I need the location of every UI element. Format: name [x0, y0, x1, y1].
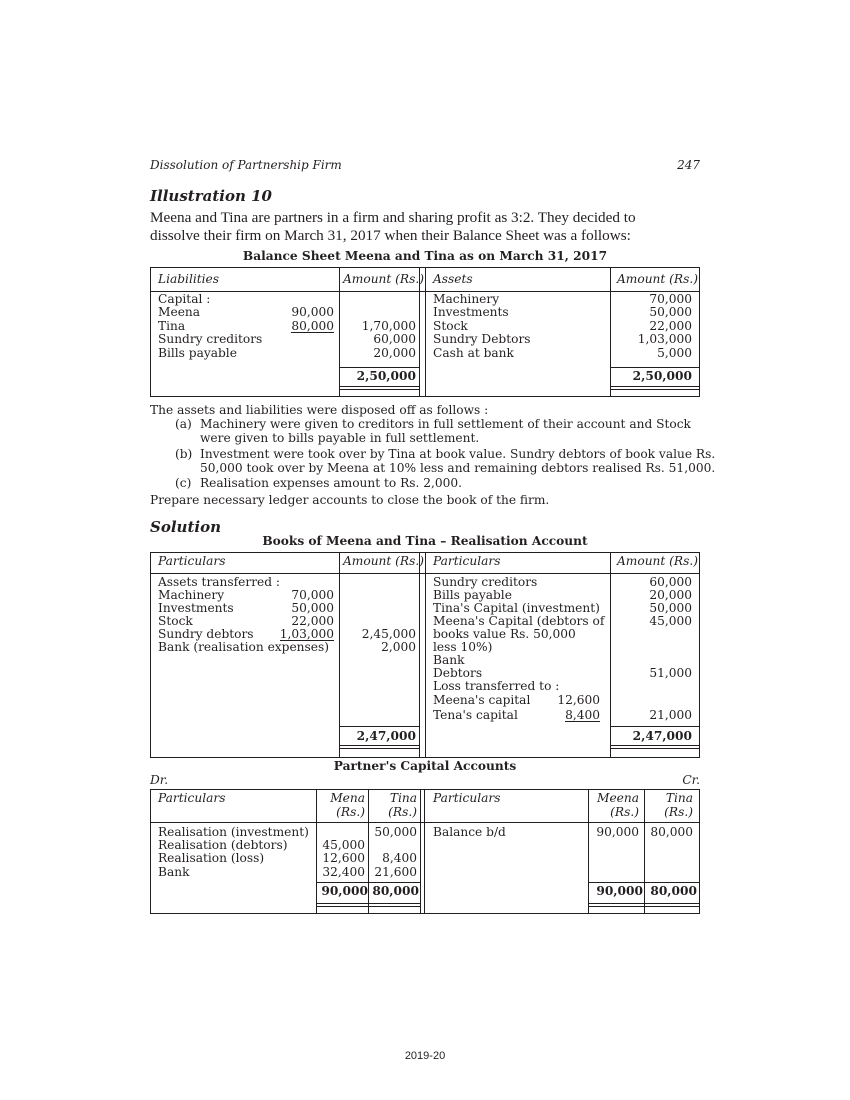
ra-credit-label-5: less 10%) — [433, 640, 493, 654]
realisation-title: Books of Meena and Tina – Realisation Account — [262, 534, 588, 548]
bs-liab-amount-3: 60,000 — [373, 332, 416, 347]
disposal-item-b-line2: 50,000 took over by Meena at 10% less and remaining debtors realised Rs. 51,000. — [200, 461, 716, 475]
bs-liab-sub-2: 80,000 — [291, 318, 334, 333]
ra-credit-label-0: Sundry creditors — [433, 575, 538, 589]
cap-debit-label-3: Bank — [158, 865, 190, 879]
bs-liab-label-3: Sundry creditors — [158, 332, 263, 347]
realisation-table — [150, 552, 700, 758]
disposal-item-b-line1: Investment were took over by Tina at book value. Sundry debtors of book value Rs. — [200, 447, 716, 461]
ra-debit-sub-3: 22,000 — [291, 614, 334, 628]
intro-line-1: Meena and Tina are partners in a firm and sharing profit as 3:2. They decided to — [150, 209, 636, 226]
bs-liab-label-1: Meena — [158, 305, 201, 320]
disposal-item-a-line1: Machinery were given to creditors in full settlement of their account and Stock — [200, 417, 691, 431]
ra-header-amount-left: Amount (Rs.) — [343, 554, 424, 568]
cap-total-right-meena: 90,000 — [596, 884, 643, 898]
disposal-item-a-tag: (a) — [175, 417, 192, 431]
ra-debit-amount-5: 2,000 — [381, 640, 416, 654]
cap-header-particulars-right: Particulars — [433, 791, 501, 805]
disposal-item-a-line2: were given to bills payable in full settlement. — [200, 431, 480, 445]
bs-header-amount-left: Amount (Rs.) — [343, 272, 424, 286]
bs-asset-amount-0: 70,000 — [649, 292, 692, 306]
cap-header-particulars-left: Particulars — [158, 791, 226, 805]
ra-credit-sub-9: 12,600 — [557, 693, 600, 707]
bs-liab-label-4: Bills payable — [158, 345, 237, 360]
bs-asset-amount-1: 50,000 — [649, 305, 692, 320]
cap-header-mena-rs: (Rs.) — [336, 805, 365, 819]
balance-sheet-title: Balance Sheet Meena and Tina as on March 31, 2017 — [242, 249, 608, 263]
disposal-prepare: Prepare necessary ledger accounts to close the book of the firm. — [150, 493, 550, 507]
ra-credit-amount-1: 20,000 — [649, 588, 692, 602]
cap-header-meena: Meena — [596, 791, 639, 805]
ra-header-particulars-right: Particulars — [433, 554, 501, 568]
ra-credit-label-10: Tena's capital — [433, 708, 518, 722]
bs-asset-label-1: Investments — [433, 305, 509, 320]
bs-liab-sub-1: 90,000 — [291, 305, 334, 320]
ra-debit-sub-4: 1,03,000 — [279, 627, 334, 641]
cap-debit-meena-2: 12,600 — [322, 851, 365, 865]
cap-debit-meena-1: 45,000 — [322, 838, 365, 852]
cap-header-tina-left: Tina — [389, 791, 417, 805]
ra-debit-label-5: Bank (realisation expenses) — [158, 640, 329, 654]
ra-debit-sub-2: 50,000 — [291, 601, 334, 615]
ra-credit-label-3: Meena's Capital (debtors of — [433, 614, 605, 628]
disposal-item-c-line1: Realisation expenses amount to Rs. 2,000. — [200, 476, 463, 490]
ra-total-right: 2,47,000 — [632, 729, 692, 743]
illustration-heading: Illustration 10 — [150, 187, 272, 205]
bs-asset-label-0: Machinery — [433, 292, 500, 306]
ra-credit-amount-7: 51,000 — [649, 666, 692, 680]
ra-credit-amount-0: 60,000 — [649, 575, 692, 589]
bs-asset-label-3: Sundry Debtors — [433, 332, 531, 347]
bs-asset-amount-4: 5,000 — [657, 345, 692, 360]
bs-asset-label-2: Stock — [433, 318, 468, 333]
ra-credit-amount-3: 45,000 — [649, 614, 692, 628]
page-number: 247 — [677, 158, 700, 172]
ra-credit-label-1: Bills payable — [433, 588, 512, 602]
cap-debit-tina-0: 50,000 — [374, 825, 417, 839]
cap-header-tina-right-rs: (Rs.) — [664, 805, 693, 819]
ra-credit-label-9: Meena's capital — [433, 693, 531, 707]
disposal-block — [150, 404, 702, 417]
illustration-intro — [150, 209, 702, 245]
bs-header-liabilities: Liabilities — [158, 272, 220, 286]
disposal-intro: The assets and liabilities were disposed off as follows : — [150, 403, 489, 417]
cap-debit-label-1: Realisation (debtors) — [158, 838, 288, 852]
cap-total-right-tina: 80,000 — [650, 884, 697, 898]
ra-header-amount-right: Amount (Rs.) — [617, 554, 698, 568]
bs-liab-label-2: Tina — [158, 318, 186, 333]
ra-credit-amount-2: 50,000 — [649, 601, 692, 615]
cap-credit-label-0: Balance b/d — [433, 825, 506, 839]
cap-header-tina-left-rs: (Rs.) — [388, 805, 417, 819]
bs-liab-amount-4: 20,000 — [373, 345, 416, 360]
bs-asset-amount-2: 22,000 — [649, 318, 692, 333]
cap-total-left-tina: 80,000 — [372, 884, 419, 898]
ra-credit-label-2: Tina's Capital (investment) — [433, 601, 600, 615]
ra-header-particulars-left: Particulars — [158, 554, 226, 568]
ra-credit-sub-10: 8,400 — [565, 708, 600, 722]
ra-credit-label-6: Bank — [433, 653, 465, 667]
intro-line-2: dissolve their firm on March 31, 2017 when their Balance Sheet was a follows: — [150, 227, 631, 244]
bs-liab-amount-2: 1,70,000 — [361, 318, 416, 333]
cap-credit-meena-0: 90,000 — [596, 825, 639, 839]
cap-header-meena-rs: (Rs.) — [610, 805, 639, 819]
ra-debit-amount-4: 2,45,000 — [361, 627, 416, 641]
cap-debit-tina-2: 8,400 — [382, 851, 417, 865]
ra-credit-label-4: books value Rs. 50,000 — [433, 627, 576, 641]
ra-total-left: 2,47,000 — [356, 729, 416, 743]
ra-credit-label-8: Loss transferred to : — [433, 679, 560, 693]
ra-credit-label-7: Debtors — [433, 666, 483, 680]
running-header-title: Dissolution of Partnership Firm — [150, 158, 342, 172]
ra-credit-amount-10: 21,000 — [649, 708, 692, 722]
ra-debit-label-0: Assets transferred : — [158, 575, 281, 589]
cap-debit-tina-3: 21,600 — [374, 865, 417, 879]
ra-debit-sub-1: 70,000 — [291, 588, 334, 602]
ra-debit-label-4: Sundry debtors — [158, 627, 254, 641]
bs-asset-label-4: Cash at bank — [433, 345, 514, 360]
capital-dr: Dr. — [150, 773, 169, 787]
bs-total-right: 2,50,000 — [632, 369, 692, 383]
cap-debit-label-2: Realisation (loss) — [158, 851, 265, 865]
bs-asset-amount-3: 1,03,000 — [637, 332, 692, 347]
disposal-item-b-tag: (b) — [175, 447, 193, 461]
solution-heading: Solution — [150, 518, 221, 536]
cap-header-mena: Mena — [330, 791, 365, 805]
bs-header-assets: Assets — [433, 272, 473, 286]
capital-title: Partner's Capital Accounts — [333, 759, 517, 773]
cap-total-left-meena: 90,000 — [321, 884, 368, 898]
ra-debit-label-3: Stock — [158, 614, 193, 628]
footer-year: 2019-20 — [404, 1050, 446, 1062]
cap-header-tina-right: Tina — [665, 791, 693, 805]
ra-debit-label-1: Machinery — [158, 588, 225, 602]
cap-debit-meena-3: 32,400 — [322, 865, 365, 879]
bs-header-amount-right: Amount (Rs.) — [617, 272, 698, 286]
ra-debit-label-2: Investments — [158, 601, 234, 615]
cap-debit-label-0: Realisation (investment) — [158, 825, 309, 839]
disposal-item-c-tag: (c) — [175, 476, 192, 490]
capital-cr: Cr. — [682, 773, 700, 787]
balance-sheet-table — [150, 267, 700, 397]
capital-table — [150, 789, 700, 914]
cap-credit-tina-0: 80,000 — [650, 825, 693, 839]
bs-liab-label-0: Capital : — [158, 292, 211, 306]
bs-total-left: 2,50,000 — [356, 369, 416, 383]
